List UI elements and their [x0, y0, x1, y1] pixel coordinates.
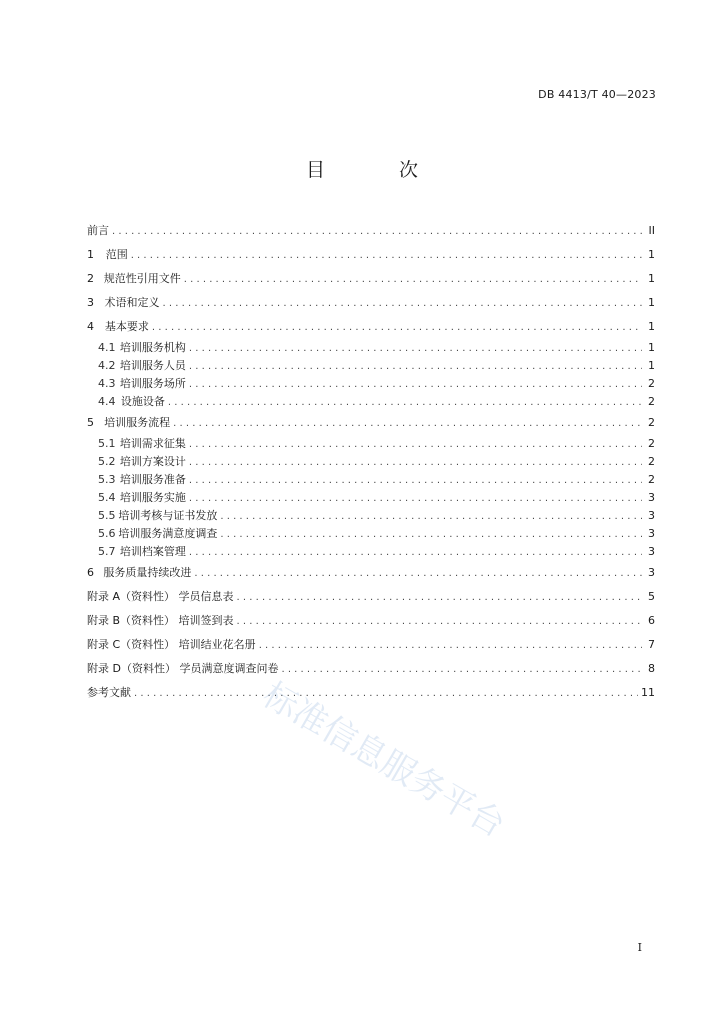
document-code: DB 4413/T 40—2023: [538, 88, 656, 101]
toc-entry-page: 2: [648, 473, 655, 486]
dot-leader: [184, 268, 642, 292]
toc-entry-page: 7: [648, 638, 655, 651]
dot-leader: [281, 658, 642, 682]
toc-entry-label: 前言: [87, 224, 109, 237]
toc-entry-label: 附录 B（资料性） 培训签到表: [87, 614, 234, 627]
toc-entry-number: 6: [87, 566, 94, 579]
page-number: I: [637, 941, 642, 954]
toc-entry-page: 3: [648, 545, 655, 558]
dot-leader: [189, 340, 642, 358]
toc-entry[interactable]: [87, 471, 655, 489]
toc-entry-label: 培训服务人员: [119, 359, 186, 372]
toc-entry[interactable]: [87, 543, 655, 561]
toc-entry-number: 5: [87, 416, 94, 429]
dot-leader: [189, 376, 642, 394]
toc-entry[interactable]: [87, 411, 655, 435]
toc-entry-page: II: [648, 224, 655, 237]
toc-entry-number: 4.3: [98, 377, 116, 390]
toc-entry[interactable]: [87, 435, 655, 453]
toc-entry-page: 3: [648, 491, 655, 504]
toc-entry[interactable]: [87, 357, 655, 375]
toc-entry-number: 5.2: [98, 455, 116, 468]
dot-leader: [189, 490, 642, 508]
toc-entry-page: 2: [648, 455, 655, 468]
toc-entry-page: 1: [648, 272, 655, 285]
toc-entry-label: 基本要求: [104, 320, 149, 333]
toc-entry-page: 1: [648, 341, 655, 354]
toc-entry-page: 11: [641, 686, 655, 699]
toc-entry[interactable]: [87, 267, 655, 291]
toc-entry[interactable]: [87, 657, 655, 681]
toc-entry[interactable]: [87, 507, 655, 525]
toc-entry-label: 设施设备: [120, 395, 165, 408]
toc-entry[interactable]: [87, 243, 655, 267]
toc-entry-page: 2: [648, 395, 655, 408]
toc-entry-number: 5.6: [98, 527, 116, 540]
toc-entry-page: 1: [648, 320, 655, 333]
table-of-contents: [87, 219, 655, 705]
dot-leader: [134, 682, 638, 706]
toc-entry-page: 1: [648, 359, 655, 372]
toc-entry-label: 附录 D（资料性） 学员满意度调查问卷: [87, 662, 279, 675]
toc-entry-label: 培训服务流程: [104, 416, 171, 429]
toc-entry-label: 培训服务场所: [119, 377, 186, 390]
dot-leader: [237, 586, 642, 610]
toc-entry[interactable]: [87, 561, 655, 585]
toc-entry-page: 5: [648, 590, 655, 603]
toc-entry-number: 5.1: [98, 437, 116, 450]
toc-entry[interactable]: [87, 315, 655, 339]
dot-leader: [189, 544, 642, 562]
dot-leader: [189, 454, 642, 472]
toc-entry-label: 术语和定义: [104, 296, 160, 309]
toc-entry[interactable]: [87, 633, 655, 657]
dot-leader: [237, 610, 642, 634]
toc-entry-number: 3: [87, 296, 94, 309]
toc-entry-page: 3: [648, 509, 655, 522]
toc-entry[interactable]: [87, 489, 655, 507]
toc-entry[interactable]: [87, 453, 655, 471]
toc-entry-number: 5.5: [98, 509, 116, 522]
toc-entry[interactable]: [87, 219, 655, 243]
toc-entry-number: 5.3: [98, 473, 116, 486]
dot-leader: [131, 244, 642, 268]
dot-leader: [194, 562, 642, 586]
toc-entry[interactable]: [87, 525, 655, 543]
toc-entry[interactable]: [87, 291, 655, 315]
toc-entry[interactable]: [87, 375, 655, 393]
toc-entry-label: 服务质量持续改进: [103, 566, 192, 579]
toc-entry-number: 4.2: [98, 359, 116, 372]
dot-leader: [152, 316, 642, 340]
toc-entry-label: 附录 C（资料性） 培训结业花名册: [87, 638, 256, 651]
toc-entry[interactable]: [87, 339, 655, 357]
dot-leader: [259, 634, 642, 658]
toc-entry-number: 5.7: [98, 545, 116, 558]
dot-leader: [220, 526, 642, 544]
dot-leader: [189, 472, 642, 490]
toc-entry-number: 4: [87, 320, 94, 333]
dot-leader: [189, 436, 642, 454]
toc-entry-label: 培训需求征集: [119, 437, 186, 450]
toc-entry-label: 培训服务实施: [119, 491, 186, 504]
toc-entry-label: 培训方案设计: [119, 455, 186, 468]
toc-entry-page: 2: [648, 416, 655, 429]
toc-entry-number: 5.4: [98, 491, 116, 504]
toc-entry-page: 6: [648, 614, 655, 627]
toc-entry[interactable]: [87, 585, 655, 609]
watermark: 标准信息服务平台: [256, 674, 512, 846]
toc-entry-label: 培训档案管理: [119, 545, 186, 558]
toc-entry[interactable]: [87, 609, 655, 633]
toc-entry-label: 范围: [105, 248, 128, 261]
toc-entry-label: 培训服务准备: [119, 473, 186, 486]
toc-entry-page: 2: [648, 437, 655, 450]
dot-leader: [189, 358, 642, 376]
toc-entry-label: 参考文献: [87, 686, 131, 699]
toc-title: 目 次: [305, 159, 453, 181]
toc-entry-number: 2: [87, 272, 94, 285]
toc-entry-page: 1: [648, 248, 655, 261]
toc-entry-label: 规范性引用文件: [103, 272, 181, 285]
dot-leader: [112, 220, 642, 244]
dot-leader: [220, 508, 642, 526]
toc-entry-number: 4.4: [98, 395, 116, 408]
toc-entry-number: 4.1: [98, 341, 116, 354]
dot-leader: [173, 412, 642, 436]
toc-entry-label: 培训服务满意度调查: [118, 527, 218, 540]
toc-entry-label: 培训服务机构: [119, 341, 186, 354]
toc-entry-number: 1: [87, 248, 94, 261]
toc-entry-page: 2: [648, 377, 655, 390]
toc-entry-page: 8: [648, 662, 655, 675]
toc-entry-label: 附录 A（资料性） 学员信息表: [87, 590, 234, 603]
toc-entry[interactable]: [87, 681, 655, 705]
dot-leader: [163, 292, 642, 316]
toc-entry-label: 培训考核与证书发放: [118, 509, 218, 522]
toc-entry-page: 3: [648, 566, 655, 579]
dot-leader: [168, 394, 642, 412]
toc-entry[interactable]: [87, 393, 655, 411]
toc-entry-page: 1: [648, 296, 655, 309]
toc-entry-page: 3: [648, 527, 655, 540]
